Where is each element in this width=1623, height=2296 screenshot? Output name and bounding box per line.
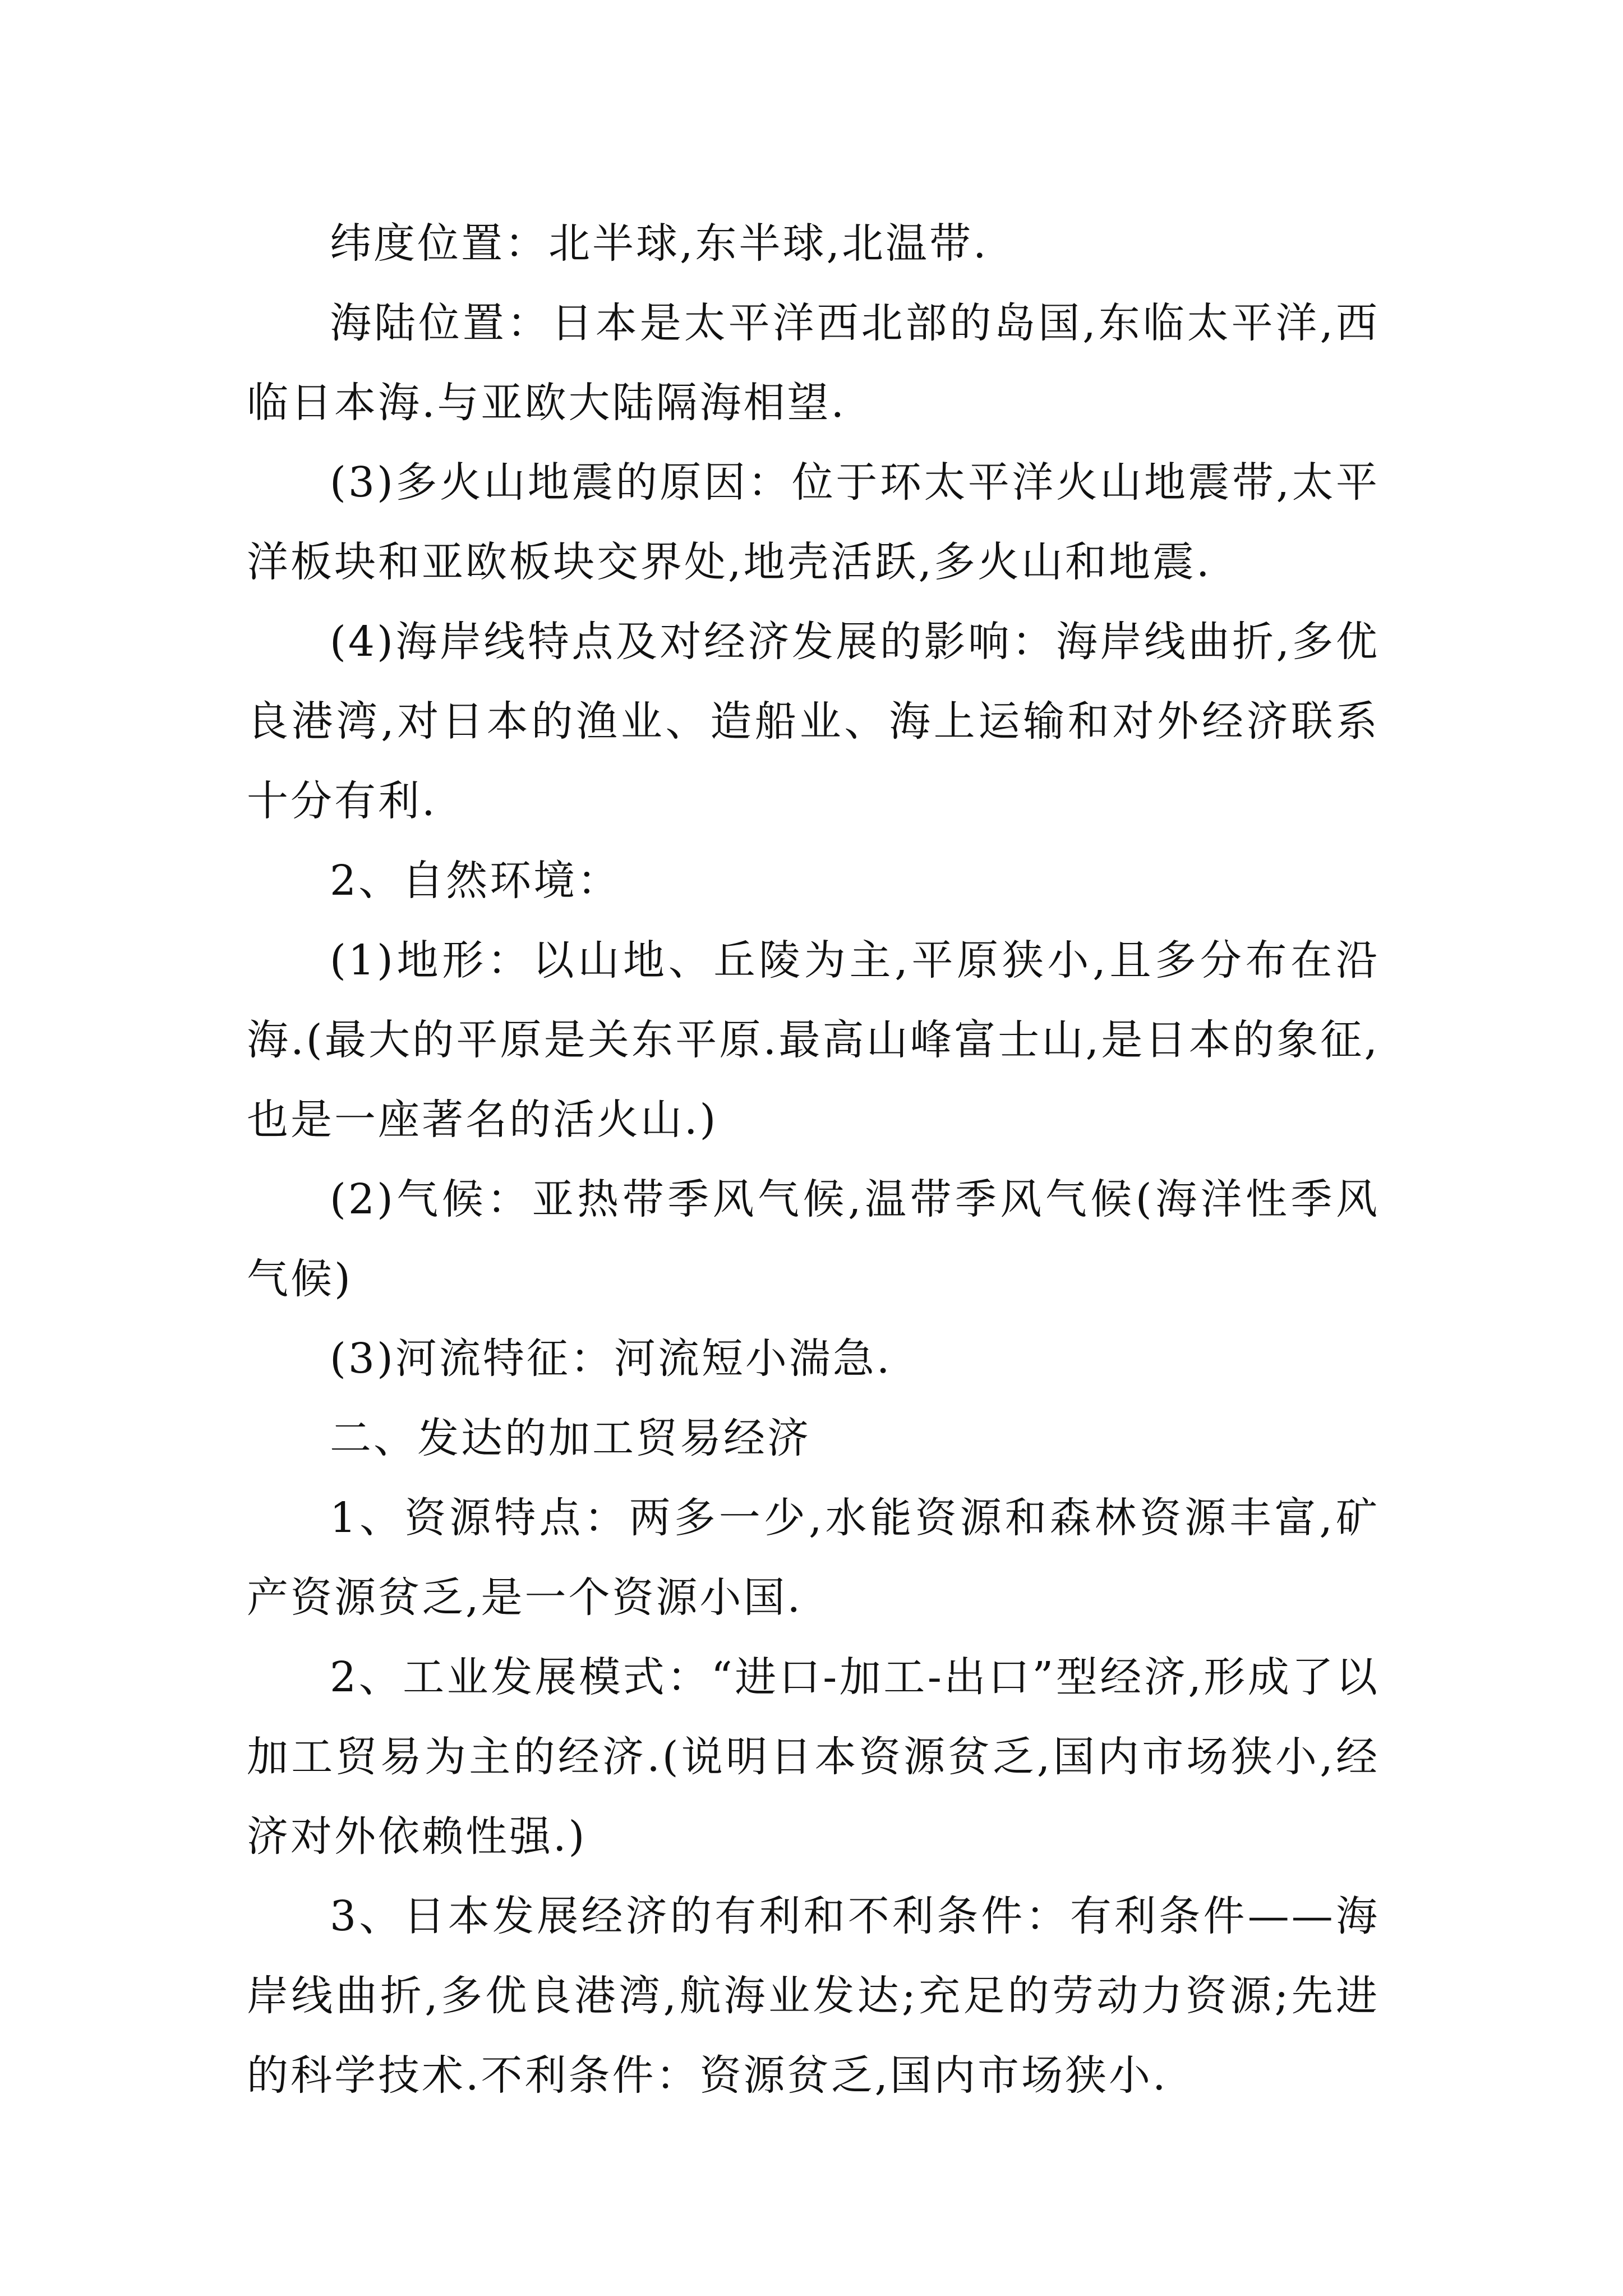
paragraph-terrain: (1)地形：以山地、丘陵为主,平原狭小,且多分布在沿海.(最大的平原是关东平原.最高山峰富士山,是日本的象征,也是一座著名的活火山.) bbox=[247, 936, 1380, 1144]
paragraph-conditions: 3、日本发展经济的有利和不利条件：有利条件——海岸线曲折,多优良港湾,航海业发达;充足的劳动力资源;先进的科学技术.不利条件：资源贫乏,国内市场狭小. bbox=[247, 1892, 1380, 2100]
paragraph-resources: 1、资源特点：两多一少,水能资源和森林资源丰富,矿产资源贫乏,是一个资源小国. bbox=[247, 1494, 1380, 1622]
paragraph-volcano-earthquake: (3)多火山地震的原因：位于环太平洋火山地震带,太平洋板块和亚欧板块交界处,地壳活跃,多火山和地震. bbox=[247, 458, 1380, 586]
document-body bbox=[247, 204, 1380, 2115]
paragraph-climate: (2)气候：亚热带季风气候,温带季风气候(海洋性季风气候) bbox=[247, 1175, 1380, 1303]
section-heading-processing-trade: 二、发达的加工贸易经济 bbox=[330, 1414, 811, 1462]
paragraph-industry-model: 2、工业发展模式：“进口-加工-出口”型经济,形成了以加工贸易为主的经济.(说明日本资源贫乏,国内市场狭小,经济对外依赖性强.) bbox=[247, 1653, 1380, 1861]
paragraph-land-sea-position: 海陆位置：日本是太平洋西北部的岛国,东临太平洋,西临日本海.与亚欧大陆隔海相望. bbox=[247, 299, 1380, 427]
paragraph-natural-environment-heading: 2、自然环境： bbox=[330, 857, 621, 905]
paragraph-rivers: (3)河流特征：河流短小湍急. bbox=[330, 1335, 892, 1383]
paragraph-coastline: (4)海岸线特点及对经济发展的影响：海岸线曲折,多优良港湾,对日本的渔业、造船业、海上运输和对外经济联系十分有利. bbox=[247, 618, 1380, 825]
paragraph-latitude-position: 纬度位置：北半球,东半球,北温带. bbox=[330, 219, 989, 268]
